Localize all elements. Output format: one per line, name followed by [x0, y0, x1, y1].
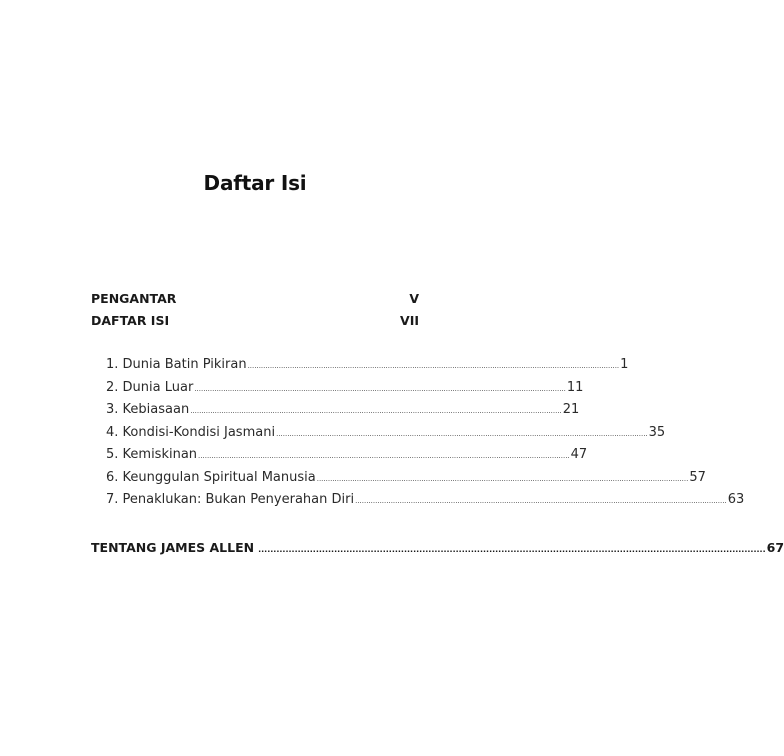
chapter-list: [106, 357, 745, 515]
chapter-page-number: 21: [562, 402, 580, 417]
chapter-title: 2. Dunia Luar: [106, 379, 194, 395]
chapter-page-number: 47: [570, 447, 588, 462]
front-matter-page: VII: [400, 313, 419, 328]
front-matter-row-daftar-isi: [91, 313, 419, 328]
chapter-page-number: 35: [648, 424, 666, 440]
chapter-entry-2: [106, 379, 584, 403]
dot-leader: .......................................................................................................................................................................: [276, 429, 648, 438]
page-title: Daftar Isi: [203, 171, 307, 195]
chapter-entry-5: [106, 447, 588, 470]
chapter-title: 1. Dunia Batin Pikiran: [106, 357, 247, 372]
chapter-page-number: 11: [566, 379, 584, 395]
back-matter-page: 67: [766, 540, 784, 555]
chapter-title: 3. Kebiasaan: [106, 402, 190, 417]
front-matter-label: DAFTAR ISI: [91, 313, 170, 328]
chapter-page-number: 1: [620, 357, 629, 372]
chapter-entry-7: [106, 492, 745, 515]
back-matter-label: TENTANG JAMES ALLEN: [91, 540, 255, 555]
dot-leader: .......................................................................................................................................................................: [190, 407, 562, 415]
front-matter-page: V: [409, 291, 419, 306]
dot-leader: .......................................................................................................................................................................: [198, 452, 570, 460]
chapter-entry-6: [106, 469, 706, 493]
dot-leader: .......................................................................................................................................................................: [194, 384, 566, 393]
dot-leader: .......................................................................................................................................................................: [258, 545, 766, 554]
front-matter-row-pengantar: [91, 291, 419, 306]
chapter-entry-1: [106, 357, 629, 380]
chapter-entry-3: [106, 402, 580, 425]
chapter-entry-4: [106, 424, 666, 448]
dot-leader: .......................................................................................................................................................................: [247, 362, 620, 370]
front-matter-label: PENGANTAR: [91, 291, 177, 306]
chapter-title: 4. Kondisi-Kondisi Jasmani: [106, 424, 276, 440]
dot-leader: .......................................................................................................................................................................: [316, 474, 689, 483]
back-matter-row-tentang-james-allen: [91, 540, 784, 555]
dot-leader: .......................................................................................................................................................................: [355, 497, 727, 505]
chapter-title: 6. Keunggulan Spiritual Manusia: [106, 469, 316, 485]
chapter-title: 7. Penaklukan: Bukan Penyerahan Diri: [106, 492, 355, 507]
chapter-title: 5. Kemiskinan: [106, 447, 198, 462]
chapter-page-number: 63: [727, 492, 745, 507]
chapter-page-number: 57: [689, 469, 706, 485]
